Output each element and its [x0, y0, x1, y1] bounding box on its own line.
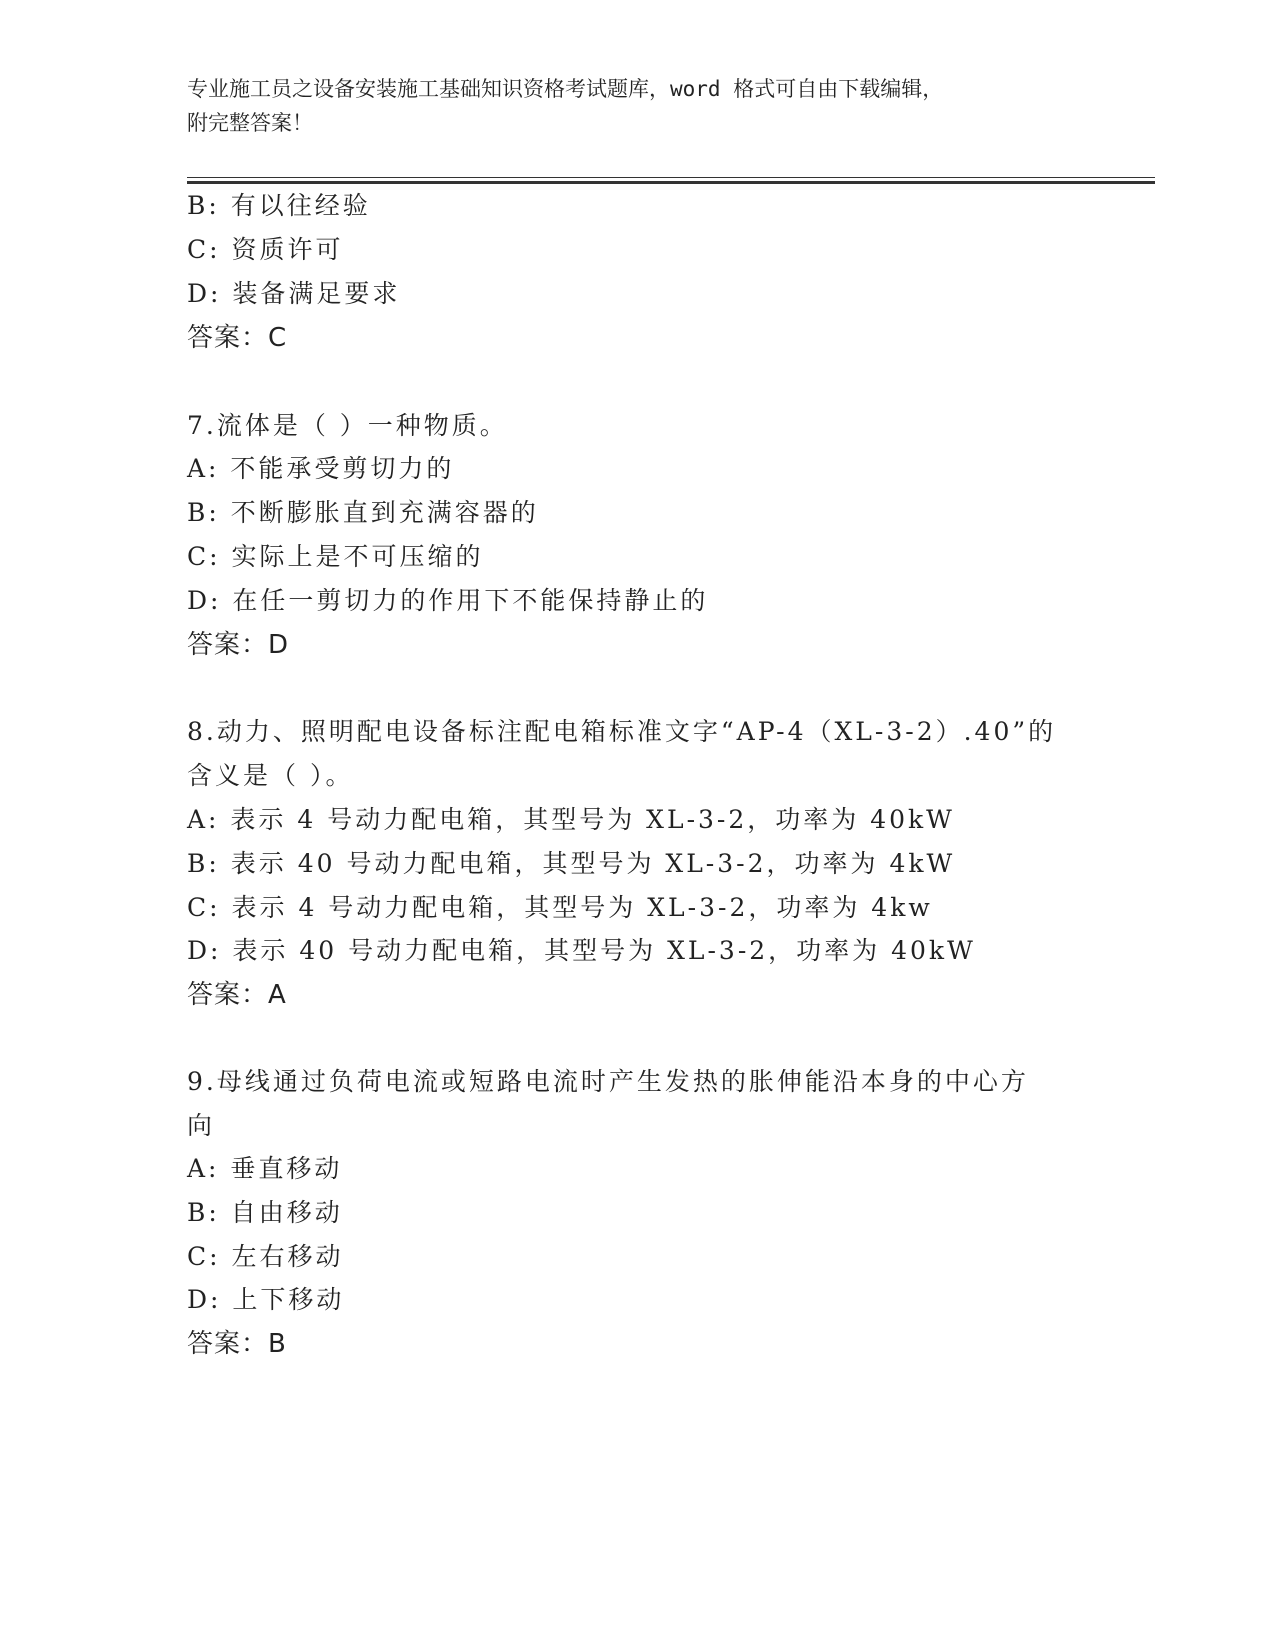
question-7-option-d: D: 在任一剪切力的作用下不能保持静止的 — [187, 586, 709, 615]
question-9-option-a: A: 垂直移动 — [187, 1154, 343, 1183]
question-7-option-b: B: 不断膨胀直到充满容器的 — [187, 498, 539, 527]
question-7-answer: 答案：D — [187, 630, 290, 660]
question-8-option-c: C: 表示 4 号动力配电箱，其型号为 XL-3-2，功率为 4kw — [187, 893, 933, 922]
question-7-option-c: C: 实际上是不可压缩的 — [187, 542, 484, 571]
question-8-stem-line-1: 8.动力、照明配电设备标注配电箱标准文字“AP-4（XL-3-2）.40”的 — [187, 717, 1057, 746]
document-header — [187, 72, 1087, 140]
question-7-stem: 7.流体是（ ）一种物质。 — [187, 411, 508, 440]
header-line-1: 专业施工员之设备安装施工基础知识资格考试题库，word 格式可自由下载编辑， — [187, 77, 944, 101]
question-9-answer: 答案：B — [187, 1329, 287, 1359]
question-9-stem-line-1: 9.母线通过负荷电流或短路电流时产生发热的胀伸能沿本身的中心方 — [187, 1067, 1029, 1096]
question-8-answer: 答案：A — [187, 980, 287, 1010]
question-8-stem-line-2: 含义是（ ）。 — [187, 761, 354, 790]
question-7-option-a: A: 不能承受剪切力的 — [187, 454, 455, 483]
question-6-answer: 答案：C — [187, 323, 288, 353]
question-8-option-a: A: 表示 4 号动力配电箱，其型号为 XL-3-2，功率为 40kW — [187, 805, 955, 834]
question-6-option-b: B: 有以往经验 — [187, 191, 371, 220]
header-line-2: 附完整答案！ — [187, 111, 313, 135]
question-6-option-c: C: 资质许可 — [187, 235, 344, 264]
question-9-option-c: C: 左右移动 — [187, 1242, 344, 1271]
question-9-option-b: B: 自由移动 — [187, 1198, 343, 1227]
header-divider-thick — [187, 181, 1155, 184]
question-9-option-d: D: 上下移动 — [187, 1285, 345, 1314]
header-divider-thin — [187, 177, 1155, 178]
question-8-option-d: D: 表示 40 号动力配电箱，其型号为 XL-3-2，功率为 40kW — [187, 936, 976, 965]
question-8-option-b: B: 表示 40 号动力配电箱，其型号为 XL-3-2，功率为 4kW — [187, 849, 956, 878]
question-6-option-d: D: 装备满足要求 — [187, 279, 401, 308]
question-9-stem-line-2: 向 — [187, 1111, 216, 1140]
